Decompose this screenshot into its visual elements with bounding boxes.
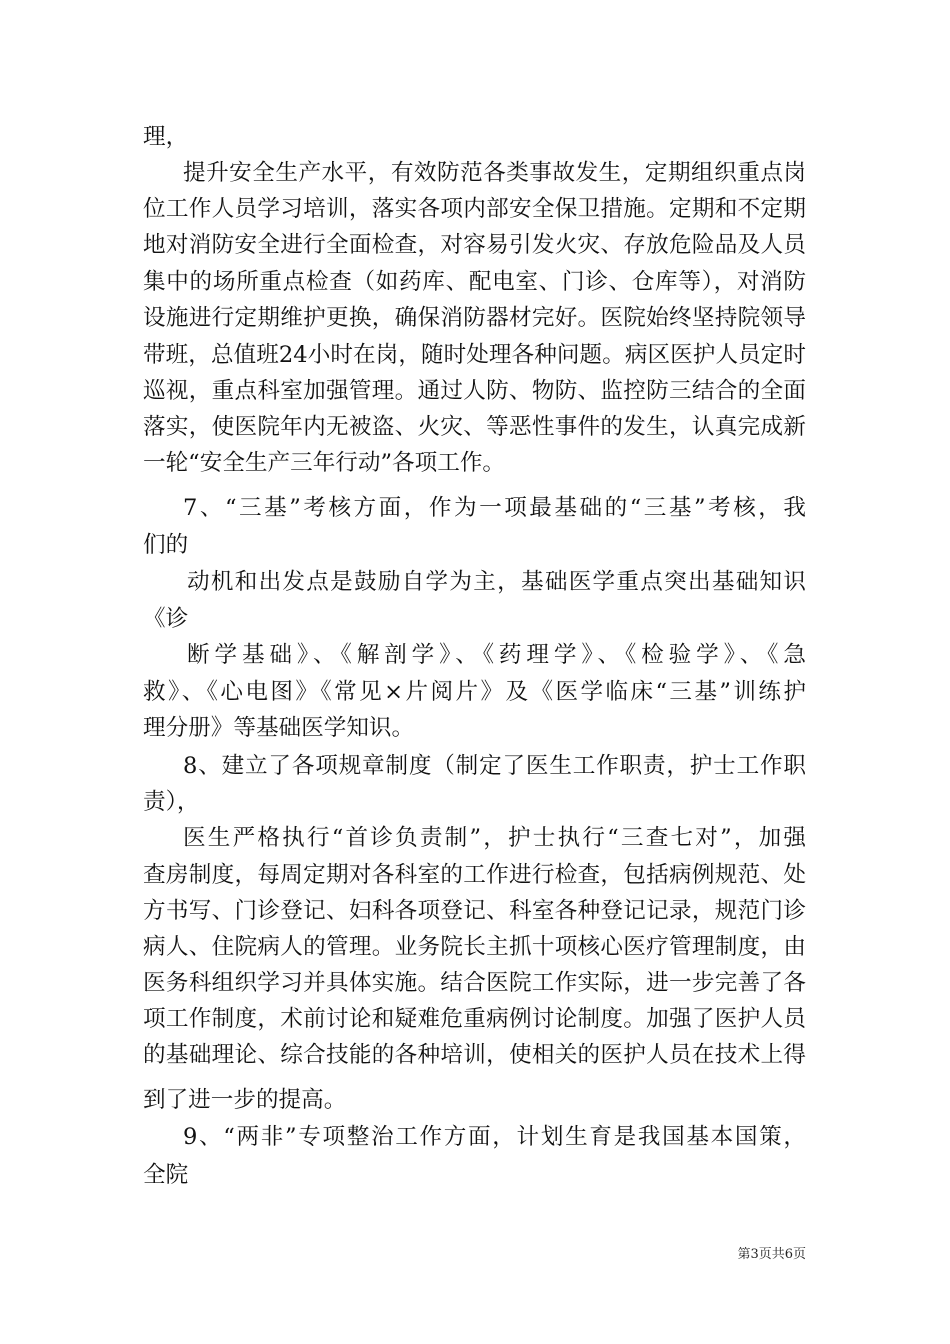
- text-line: 巡视，重点科室加强管理。通过人防、物防、监控防三结合的全面: [143, 378, 806, 404]
- text-line: 位工作人员学习培训，落实各项内部安全保卫措施。定期和不定期: [143, 196, 806, 222]
- page-number-footer: 第3页共6页: [737, 1247, 806, 1262]
- text-line: 9、“两非”专项整治工作方面，计划生育是我国基本国策，: [183, 1124, 806, 1150]
- text-line: 查房制度，每周定期对各科室的工作进行检查，包括病例规范、处: [143, 862, 806, 888]
- text-line: 地对消防安全进行全面检查，对容易引发火灾、存放危险品及人员: [143, 232, 806, 258]
- text-line: 医生严格执行“首诊负责制”，护士执行“三查七对”，加强: [183, 825, 806, 851]
- text-line: 救》、《心电图》《常见×片阅片》及《医学临床“三基”训练护: [143, 679, 806, 705]
- text-line: 提升安全生产水平，有效防范各类事故发生，定期组织重点岗: [183, 160, 806, 186]
- text-line: 带班，总值班24小时在岗，随时处理各种问题。病区医护人员定时: [143, 342, 806, 368]
- text-line: 项工作制度，术前讨论和疑难危重病例讨论制度。加强了医护人员: [143, 1006, 806, 1032]
- text-line: 集中的场所重点检查（如药库、配电室、门诊、仓库等），对消防: [143, 269, 806, 295]
- text-line: 责），: [143, 789, 200, 815]
- text-line: 理，: [143, 124, 189, 150]
- text-line: 病人、住院病人的管理。业务院长主抓十项核心医疗管理制度，由: [143, 934, 806, 960]
- text-line: 《诊: [143, 606, 189, 632]
- text-line: 医务科组织学习并具体实施。结合医院工作实际，进一步完善了各: [143, 970, 806, 996]
- text-line: 的基础理论、综合技能的各种培训，使相关的医护人员在技术上得: [143, 1042, 806, 1068]
- text-line: 动机和出发点是鼓励自学为主，基础医学重点突出基础知识: [187, 569, 806, 595]
- text-line: 全院: [143, 1162, 189, 1188]
- text-line: 方书写、门诊登记、妇科各项登记、科室各种登记记录，规范门诊: [143, 898, 806, 924]
- text-line: 断学基础》、《解剖学》、《药理学》、《检验学》、《急: [187, 642, 806, 668]
- text-line: 设施进行定期维护更换，确保消防器材完好。医院始终坚持院领导: [143, 305, 806, 331]
- text-line: 落实，使医院年内无被盗、火灾、等恶性事件的发生，认真完成新: [143, 414, 806, 440]
- text-line: 7、“三基”考核方面，作为一项最基础的“三基”考核，我: [183, 495, 806, 521]
- text-line: 一轮“安全生产三年行动”各项工作。: [143, 450, 506, 476]
- text-line: 理分册》等基础医学知识。: [143, 715, 415, 741]
- text-line: 到了进一步的提高。: [143, 1087, 347, 1113]
- text-line: 们的: [143, 532, 189, 558]
- text-line: 8、建立了各项规章制度（制定了医生工作职责，护士工作职: [183, 753, 806, 779]
